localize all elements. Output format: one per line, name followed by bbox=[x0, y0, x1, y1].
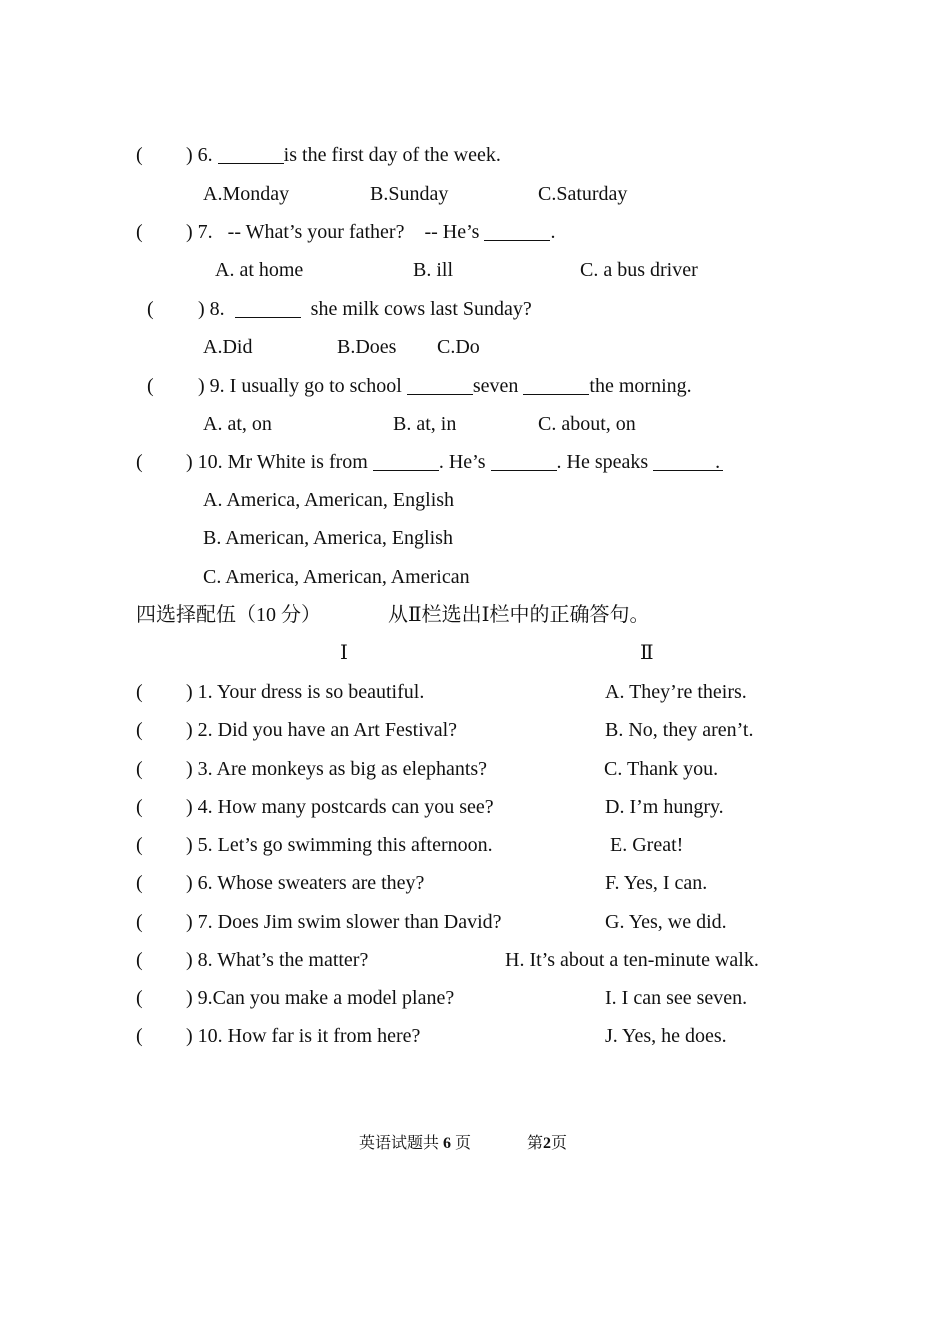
mc-q8-line bbox=[198, 297, 532, 321]
mc-q7-stem: -- What’s your father? -- He’s bbox=[227, 221, 480, 243]
mc-q8-stem: she milk cows last Sunday? bbox=[310, 298, 532, 320]
column-1-label: Ⅰ bbox=[340, 642, 348, 664]
answer-blank[interactable] bbox=[491, 452, 557, 471]
answer-blank[interactable] bbox=[218, 145, 284, 164]
footer-total-number: 6 bbox=[443, 1135, 452, 1152]
match-row-5-open: ( bbox=[136, 834, 143, 856]
match-row-8-question: ) 8. What’s the matter? bbox=[186, 949, 369, 971]
mc-q6-open: ( bbox=[136, 144, 143, 166]
match-row-1-answer: A. They’re theirs. bbox=[605, 681, 747, 703]
mc-q9-open: ( bbox=[147, 375, 154, 397]
match-row-6-answer: F. Yes, I can. bbox=[605, 872, 708, 894]
footer-total-suffix: 页 bbox=[455, 1135, 472, 1152]
mc-q7-number: ) 7. bbox=[186, 221, 213, 243]
mc-q6-opt-c: C.Saturday bbox=[538, 183, 628, 205]
mc-q10-opt-b: B. American, America, English bbox=[203, 527, 453, 549]
answer-blank[interactable] bbox=[484, 222, 550, 241]
mc-q8-opt-b: B.Does bbox=[337, 336, 397, 358]
answer-blank[interactable] bbox=[235, 299, 301, 318]
answer-blank[interactable] bbox=[373, 452, 439, 471]
mc-q9-opt-b: B. at, in bbox=[393, 413, 457, 435]
match-row-9-answer: I. I can see seven. bbox=[605, 987, 748, 1009]
mc-q10-mid1: . He’s bbox=[438, 451, 486, 473]
mc-q10-stem: ) 10. Mr White is from bbox=[186, 451, 368, 473]
match-row-2-open: ( bbox=[136, 719, 143, 741]
match-row-7-open: ( bbox=[136, 911, 143, 933]
match-row-8-open: ( bbox=[136, 949, 143, 971]
mc-q9-end: the morning. bbox=[589, 375, 692, 397]
mc-q10-mid2: . He speaks bbox=[556, 451, 649, 473]
match-row-4-open: ( bbox=[136, 796, 143, 818]
footer-page-num: 2 bbox=[543, 1135, 552, 1152]
match-row-1-open: ( bbox=[136, 681, 143, 703]
answer-blank[interactable] bbox=[407, 376, 473, 395]
mc-q7-opt-b: B. ill bbox=[413, 259, 454, 281]
match-row-6-question: ) 6. Whose sweaters are they? bbox=[186, 872, 425, 894]
match-row-5-answer: E. Great! bbox=[610, 834, 684, 856]
mc-q6-opt-a: A.Monday bbox=[203, 183, 290, 205]
match-row-3-answer: C. Thank you. bbox=[604, 758, 719, 780]
mc-q10-line bbox=[186, 450, 720, 474]
mc-q9-opt-a: A. at, on bbox=[203, 413, 272, 435]
match-row-10-open: ( bbox=[136, 1025, 143, 1047]
mc-q8-opt-a: A.Did bbox=[203, 336, 253, 358]
footer-total-pages bbox=[359, 1132, 471, 1156]
mc-q9-opt-c: C. about, on bbox=[538, 413, 636, 435]
match-row-6-open: ( bbox=[136, 872, 143, 894]
mc-q10-opt-c: C. America, American, American bbox=[203, 566, 470, 588]
match-row-4-answer: D. I’m hungry. bbox=[605, 796, 724, 818]
match-row-3-question: ) 3. Are monkeys as big as elephants? bbox=[186, 758, 488, 780]
answer-blank[interactable] bbox=[653, 452, 723, 471]
mc-q10-opt-a: A. America, American, English bbox=[203, 489, 455, 511]
mc-q7-open: ( bbox=[136, 221, 143, 243]
mc-q8-open: ( bbox=[147, 298, 154, 320]
mc-q10-open: ( bbox=[136, 451, 143, 473]
match-row-10-question: ) 10. How far is it from here? bbox=[186, 1025, 421, 1047]
match-row-1-question: ) 1. Your dress is so beautiful. bbox=[186, 681, 425, 703]
mc-q7-line bbox=[186, 220, 555, 244]
match-row-2-question: ) 2. Did you have an Art Festival? bbox=[186, 719, 458, 741]
mc-q6-number: ) 6. bbox=[186, 144, 213, 166]
mc-q6-line bbox=[186, 143, 501, 167]
match-row-3-open: ( bbox=[136, 758, 143, 780]
section4-instruction: 从Ⅱ栏选出Ⅰ栏中的正确答句。 bbox=[388, 604, 650, 626]
mc-q9-mid: seven bbox=[472, 375, 519, 397]
mc-q9-line bbox=[198, 374, 692, 398]
match-row-7-question: ) 7. Does Jim swim slower than David? bbox=[186, 911, 502, 933]
match-row-5-question: ) 5. Let’s go swimming this afternoon. bbox=[186, 834, 493, 856]
answer-blank[interactable] bbox=[523, 376, 589, 395]
section4-heading: 四选择配伍（10 分） bbox=[136, 604, 321, 626]
mc-q6-stem: is the first day of the week. bbox=[283, 144, 501, 166]
match-row-10-answer: J. Yes, he does. bbox=[605, 1025, 727, 1047]
footer-page-number bbox=[527, 1132, 567, 1156]
footer-total-prefix: 英语试题共 bbox=[359, 1135, 440, 1152]
mc-q9-stem: ) 9. I usually go to school bbox=[198, 375, 402, 397]
match-row-4-question: ) 4. How many postcards can you see? bbox=[186, 796, 494, 818]
mc-q10-end: . bbox=[715, 451, 721, 473]
footer-page-suffix: 页 bbox=[551, 1135, 568, 1152]
mc-q7-opt-a: A. at home bbox=[215, 259, 304, 281]
mc-q6-opt-b: B.Sunday bbox=[370, 183, 449, 205]
match-row-7-answer: G. Yes, we did. bbox=[605, 911, 727, 933]
mc-q7-opt-c: C. a bus driver bbox=[580, 259, 698, 281]
match-row-9-open: ( bbox=[136, 987, 143, 1009]
mc-q8-opt-c: C.Do bbox=[437, 336, 480, 358]
match-row-8-answer: H. It’s about a ten-minute walk. bbox=[505, 949, 759, 971]
mc-q7-stem-end: . bbox=[550, 221, 556, 243]
match-row-9-question: ) 9.Can you make a model plane? bbox=[186, 987, 455, 1009]
footer-page-prefix: 第 bbox=[527, 1135, 544, 1152]
mc-q8-number: ) 8. bbox=[198, 298, 225, 320]
match-row-2-answer: B. No, they aren’t. bbox=[605, 719, 754, 741]
column-2-label: Ⅱ bbox=[640, 642, 654, 664]
